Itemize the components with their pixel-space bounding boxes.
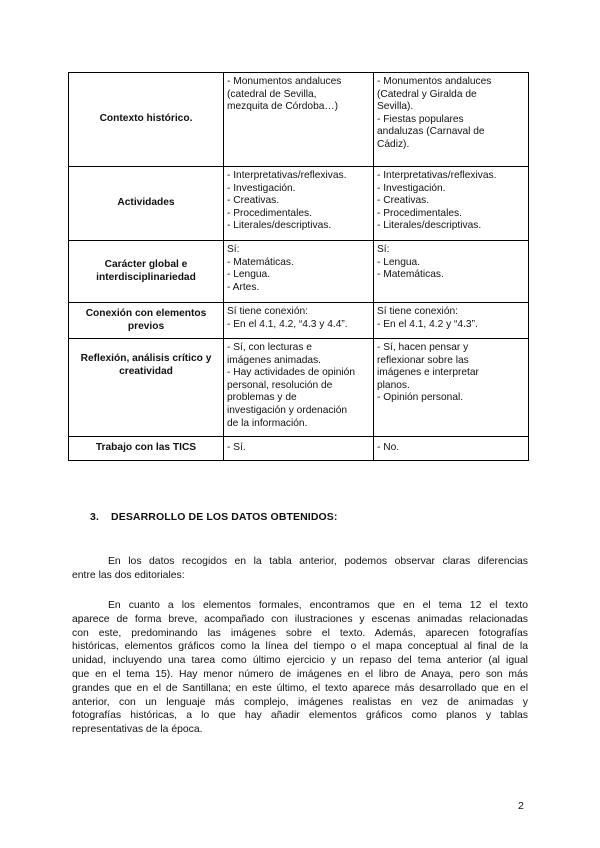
comparison-table <box>68 72 529 461</box>
cell-editorial-2: Sí: - Lengua. - Matemáticas. <box>374 241 529 303</box>
row-label: Carácter global e interdisciplinariedad <box>69 241 224 303</box>
section-heading <box>90 511 337 523</box>
cell-editorial-1: Sí tiene conexión: - En el 4.1, 4.2, “4.3 y 4.4”. <box>224 303 374 339</box>
cell-editorial-1: - Sí, con lecturas e imágenes animadas. - Hay actividades de opinión personal, resolución de problemas y de investigación y ordenación de la información. <box>224 339 374 437</box>
row-label: Reflexión, análisis crítico y creatividad <box>69 339 224 437</box>
section-title: DESARROLLO DE LOS DATOS OBTENIDOS: <box>111 511 338 523</box>
row-label: Conexión con elementos previos <box>69 303 224 339</box>
section-number: 3. <box>90 511 99 523</box>
table-row-caracter-global <box>69 241 529 303</box>
table-row-conexion <box>69 303 529 339</box>
table-row-actividades <box>69 167 529 241</box>
table-row-reflexion <box>69 339 529 437</box>
row-label: Trabajo con las TICS <box>69 437 224 461</box>
table-row-tics <box>69 437 529 461</box>
cell-editorial-2: - No. <box>374 437 529 461</box>
row-label: Actividades <box>69 167 224 241</box>
cell-editorial-2: - Sí, hacen pensar y reflexionar sobre las imágenes e interpretar planos. - Opinión personal. <box>374 339 529 437</box>
row-label: Contexto histórico. <box>69 73 224 167</box>
cell-editorial-2: - Monumentos andaluces (Catedral y Giralda de Sevilla). - Fiestas populares andaluzas (Carnaval de Cádiz). <box>374 73 529 167</box>
comparison-table-wrapper <box>68 72 528 461</box>
cell-editorial-2: - Interpretativas/reflexivas. - Investigación. - Creativas. - Procedimentales. - Literales/descriptivas. <box>374 167 529 241</box>
cell-editorial-1: - Interpretativas/reflexivas. - Investigación. - Creativas. - Procedimentales. - Literales/descriptivas. <box>224 167 374 241</box>
cell-editorial-1: - Sí. <box>224 437 374 461</box>
cell-editorial-1: - Monumentos andaluces (catedral de Sevilla, mezquita de Córdoba…) <box>224 73 374 167</box>
table-row-contexto <box>69 73 529 167</box>
paragraph: En cuanto a los elementos formales, encontramos que en el tema 12 el texto aparece de forma breve, acompañado con ilustraciones y escenas animadas relacionadas con este, predominando las imágenes sobre el texto. Además, aparecen fotografías históricas, elementos gráficos como la línea del tiempo o el mapa conceptual al final de la unidad, incluyendo una tarea como último ejercicio y un repaso del tema anterior (al igual que en el tema 15). Hay menor número de imágenes en el libro de Anaya, pero son más grandes que en el de Santillana; en este último, el texto aparece más desarrollado que en el anterior, con un lenguaje más complejo, imágenes realistas en vez de animadas y fotografías históricas, a lo que hay añadir elementos gráficos como planos y tablas representativas de la época. <box>72 600 528 736</box>
cell-editorial-1: Sí: - Matemáticas. - Lengua. - Artes. <box>224 241 374 303</box>
cell-editorial-2: Sí tiene conexión: - En el 4.1, 4.2 y “4.3”. <box>374 303 529 339</box>
paragraph: En los datos recogidos en la tabla anterior, podemos observar claras diferencias entre las dos editoriales: <box>72 556 528 581</box>
page-number: 2 <box>518 800 524 812</box>
